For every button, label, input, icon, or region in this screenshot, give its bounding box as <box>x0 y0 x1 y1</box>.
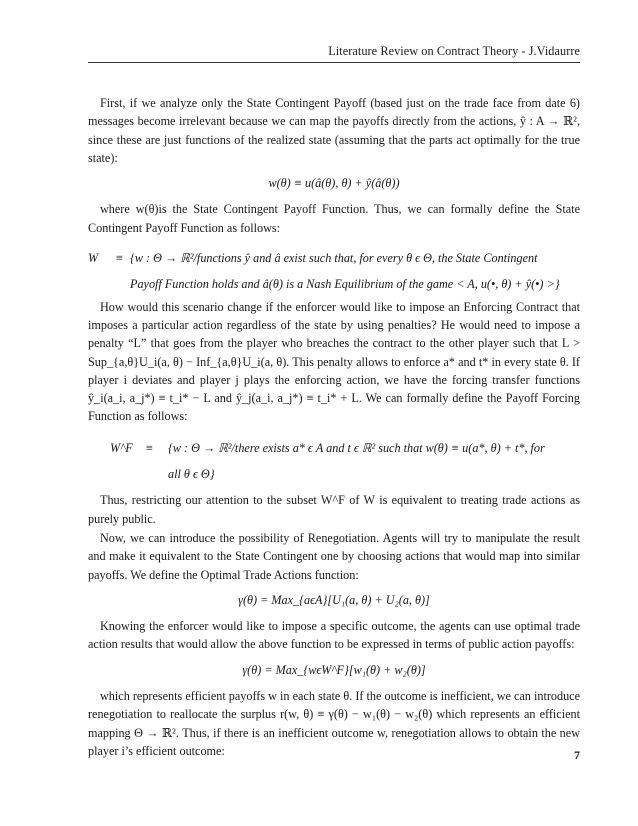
paragraph: Thus, restricting our attention to the subset W^F of W is equivalent to treating trade actions as purely public. <box>88 493 580 526</box>
paragraph: Knowing the enforcer would like to impose a specific outcome, the agents can use optimal trade action results that would allow the above function to be expressed in terms of public action payoffs: <box>88 619 580 652</box>
equation-public-payoffs: γ(θ) = Max_{wϵW^F}[w₁(θ) + w₂(θ)] <box>242 662 426 677</box>
header-rule <box>88 62 580 63</box>
definition-symbol: W^F <box>110 440 133 455</box>
definition-line-1: {w : Θ → ℝ²/there exists a* ϵ A and t ϵ ℝ² such that w(θ) ≡ u(a*, θ) + t*, for <box>168 440 545 455</box>
paragraph: First, if we analyze only the State Contingent Payoff (based just on the trade face from date 6) messages become irrelevant because we can map the payoffs directly from the actions, ŷ : A → ℝ², since these are just functions of the realized state (assuming that the parts act optimally for the true state): <box>88 96 580 165</box>
paragraph: where w(θ)is the State Contingent Payoff Function. Thus, we can formally define the State Contingent Payoff Function as follows: <box>88 202 580 235</box>
definition-body <box>168 439 580 484</box>
definition-line-2: Payoff Function holds and â(θ) is a Nash Equilibrium of the game < A, u(•, θ) + ŷ(•) >} <box>130 277 560 292</box>
definition-wf <box>110 439 580 484</box>
page-body <box>88 94 580 760</box>
paragraph: which represents efficient payoffs w in each state θ. If the outcome is inefficient, we can introduce renegotiation to reallocate the surplus r(w, θ) ≡ γ(θ) − w₁(θ) − w₂(θ) which represents an efficient mapping Θ → ℝ². Thus, if there is an inefficient outcome w, renegotiation allows to obtain the new player i’s efficient outcome: <box>88 689 580 758</box>
paragraph: How would this scenario change if the enforcer would like to impose an Enforcing Contract that imposes a particular action regardless of the state by using penalties? He would need to impose a penalty “L” that goes from the player who breaches the contract to the other player such that L > Sup_{a,θ}U_i(a, θ) − Inf_{a,θ}U_i(a, θ). This penalty allows to enforce a* and t* in every state θ. If player i deviates and player j plays the enforcing action, we have the forcing transfer functions ŷ_i(a_i, a_j*) ≡ t_i* − L and ŷ_j(a_i, a_j*) ≡ t_i* + L. We can formally define the Payoff Forcing Function as follows: <box>88 299 580 424</box>
definition-body <box>130 249 580 294</box>
equation-optimal-trade: γ(θ) = Max_{aϵA}[U₁(a, θ) + U₂(a, θ)] <box>238 592 430 607</box>
page-number: 7 <box>574 748 580 762</box>
definition-relation: ≡ <box>116 251 123 266</box>
running-header: Literature Review on Contract Theory - J.Vidaurre <box>328 44 580 58</box>
definition-symbol: W <box>88 251 99 266</box>
equation-payoff: w(θ) ≡ u(â(θ), θ) + ŷ(â(θ)) <box>268 176 400 191</box>
paragraph: Now, we can introduce the possibility of Renegotiation. Agents will try to manipulate the result and make it equivalent to the State Contingent one by choosing actions that would map into similar payoffs. We define the Optimal Trade Actions function: <box>88 530 580 582</box>
definition-line-2: all θ ϵ Θ} <box>168 467 215 482</box>
definition-relation: ≡ <box>146 440 153 455</box>
definition-w <box>88 249 580 294</box>
definition-line-1: {w : Θ → ℝ²/functions ŷ and â exist such that, for every θ ϵ Θ, the State Contingent <box>130 251 538 266</box>
